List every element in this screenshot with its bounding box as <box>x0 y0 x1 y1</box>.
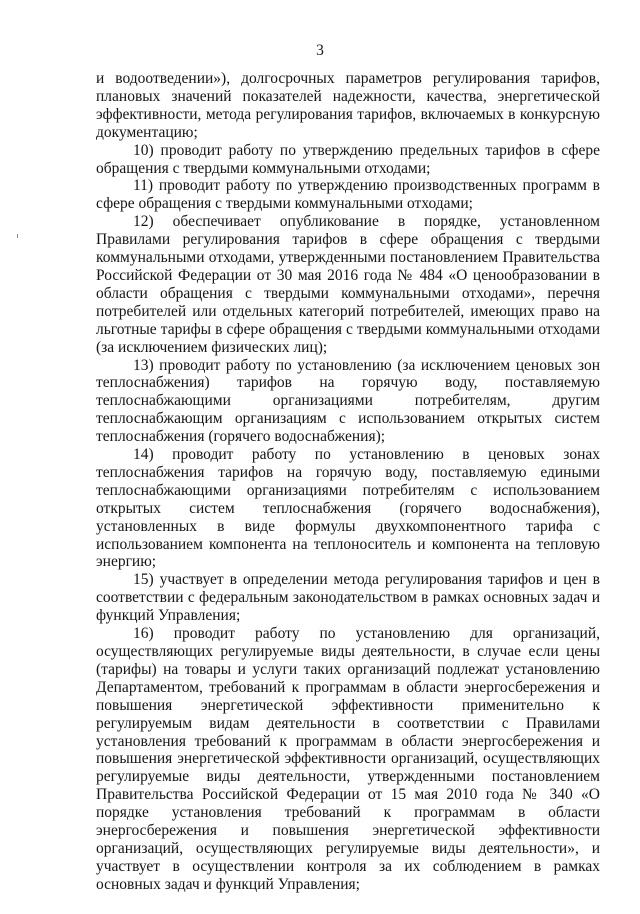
list-item-15: 15) участвует в определении метода регулирования тарифов и цен в соответствии с федеральным законодательством в рамках основных задач и функций Управления; <box>96 571 600 625</box>
paragraph-continuation: и водоотведении»), долгосрочных параметров регулирования тарифов, плановых значений показателей надежности, качества, энергетической эффективности, метода регулирования тарифов, включаемых в конкурсную документацию; <box>96 70 600 141</box>
page-number: 3 <box>316 42 324 59</box>
list-item-10: 10) проводит работу по утверждению предельных тарифов в сфере обращения с твердыми коммунальными отходами; <box>96 141 600 177</box>
document-body <box>96 70 600 894</box>
list-item-16: 16) проводит работу по установлению для организаций, осуществляющих регулируемые виды деятельности, в случае если цены (тарифы) на товары и услуги таких организаций подлежат установлению Департаментом, требований к программам в области энергосбережения и повышения энергетической эффективности применительно к регулируемым видам деятельности в соответствии с Правилами установления требований к программам в области энергосбережения и повышения энергетической эффективности организаций, осуществляющих регулируемые виды деятельности, утвержденными постановлением Правительства Российской Федерации от 15 мая 2010 года № 340 «О порядке установления требований к программам в области энергосбережения и повышения энергетической эффективности организаций, осуществляющих регулируемые виды деятельности», и участвует в осуществлении контроля за их соблюдением в рамках основных задач и функций Управления; <box>96 625 600 893</box>
list-item-12: 12) обеспечивает опубликование в порядке, установленном Правилами регулирования тарифов в сфере обращения с твердыми коммунальными отходами, утвержденными постановлением Правительства Российской Федерации от 30 мая 2016 года № 484 «О ценообразовании в области обращения с твердыми коммунальными отходами», перечня потребителей или отдельных категорий потребителей, имеющих право на льготные тарифы в сфере обращения с твердыми коммунальными отходами (за исключением физических лиц); <box>96 213 600 356</box>
list-item-14: 14) проводит работу по установлению в ценовых зонах теплоснабжения тарифов на горячую воду, поставляемую едиными теплоснабжающими организациями потребителям с использованием открытых систем теплоснабжения (горячего водоснабжения), установленных в виде формулы двухкомпонентного тарифа с использованием компонента на теплоноситель и компонента на тепловую энергию; <box>96 446 600 571</box>
list-item-13: 13) проводит работу по установлению (за исключением ценовых зон теплоснабжения) тарифов на горячую воду, поставляемую теплоснабжающими организациями потребителям, другим теплоснабжающим организациям с использованием открытых систем теплоснабжения (горячего водоснабжения); <box>96 356 600 446</box>
margin-mark <box>17 234 18 238</box>
list-item-11: 11) проводит работу по утверждению производственных программ в сфере обращения с твердыми коммунальными отходами; <box>96 177 600 213</box>
